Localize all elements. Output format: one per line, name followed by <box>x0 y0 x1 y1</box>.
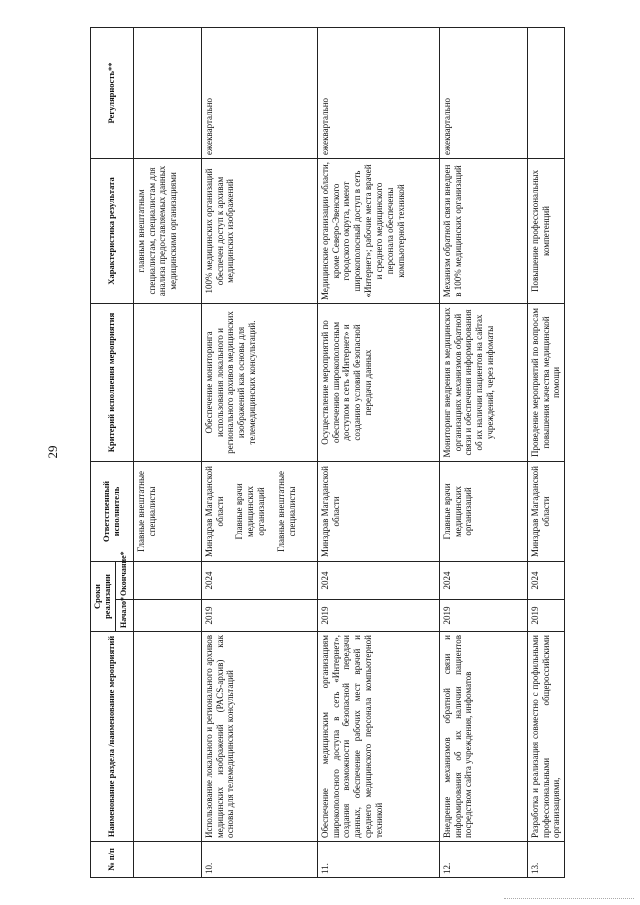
cell-name: Использование локального и регионального архивов медицинских изображений (PACS-архив) как основы для телемедицинских консультаций <box>201 632 317 842</box>
cell-regularity: ежеквартально <box>317 27 439 158</box>
cell-end: 2024 <box>317 561 439 599</box>
cell-num: 12. <box>439 842 527 878</box>
rotated-table-container <box>90 28 562 878</box>
cell-num: 11. <box>317 842 439 878</box>
cell-executor <box>317 461 439 561</box>
page-edge-line <box>504 898 634 900</box>
page-number: 29 <box>45 445 60 459</box>
cell-executor <box>201 461 317 561</box>
cell-end <box>133 561 201 599</box>
header-end: Окончание* <box>115 561 133 599</box>
executor-line: Главные внештатные специалисты <box>135 471 157 552</box>
executor-line: Минздрав Магаданской области <box>203 466 225 557</box>
executor-line: Минздрав Магаданской области <box>319 466 341 557</box>
table-row <box>439 27 527 877</box>
cell-num <box>133 842 201 878</box>
header-num: № п/п <box>91 842 134 878</box>
cell-regularity <box>133 27 201 158</box>
cell-criterion: Осуществление мероприятий по обеспечению широкополосным доступом в сеть «Интернет» и созданию условий безопасной передачи данных <box>317 303 439 461</box>
header-criterion: Критерий исполнения мероприятия <box>91 303 134 461</box>
cell-start: 2019 <box>527 600 565 632</box>
executor-line: Главные врачи медицинских организаций <box>234 483 267 540</box>
cell-regularity: ежеквартально <box>201 27 317 158</box>
cell-num: 13. <box>527 842 565 878</box>
cell-result: 100% медицинских организаций обеспечен доступ к архивам медицинских изображений <box>201 158 317 303</box>
program-table <box>90 27 565 878</box>
cell-criterion <box>133 303 201 461</box>
cell-start: 2019 <box>201 600 317 632</box>
executor-line: Минздрав Магаданской области <box>529 466 551 557</box>
cell-result: главным внештатным специалистам, специалистам для анализа предоставляемых данных медицинскими организациями <box>133 158 201 303</box>
executor-line: Главные внештатные специалисты <box>276 471 298 552</box>
cell-result: Медицинские организации области, кроме Северо-Эвенского городского округа, имеют широкополосный доступ в сеть «Интернет»; рабочие места врачей и среднего медицинского персонала обеспечены компьютерной техникой <box>317 158 439 303</box>
cell-start: 2019 <box>439 600 527 632</box>
cell-start: 2019 <box>317 600 439 632</box>
cell-criterion: Мониторинг внедрения в медицинских организациях механизмов обратной связи и обеспечения информирования об их наличии пациентов на сайтах учреждений, через инфоматы <box>439 303 527 461</box>
header-period: Сроки реализации <box>91 561 116 631</box>
cell-criterion: Обеспечение мониторинга использования локального и регионального архивов медицинских изображений как основы для телемедицинских консультаций. <box>201 303 317 461</box>
cell-executor <box>527 461 565 561</box>
table-row <box>527 27 565 877</box>
header-regularity: Регулярность** <box>91 27 134 158</box>
cell-name: Внедрение механизмов обратной связи и информирования об их наличии пациентов посредством сайта учреждения, инфоматов <box>439 632 527 842</box>
header-executor: Ответственный исполнитель <box>91 461 134 561</box>
header-start: Начало* <box>115 600 133 632</box>
header-result: Характеристика результата <box>91 158 134 303</box>
cell-regularity: ежеквартально <box>439 27 527 158</box>
cell-name: Разработка и реализация совместно с профильными профессиональными общероссийскими организациями, <box>527 632 565 842</box>
cell-executor <box>439 461 527 561</box>
cell-end: 2024 <box>201 561 317 599</box>
cell-regularity <box>527 27 565 158</box>
cell-num: 10. <box>201 842 317 878</box>
cell-name: Обеспечение медицинским организациям широкополосного доступа в сеть «Интернет», создания возможности безопасной передачи данных, обеспечение рабочих мест врачей и среднего медицинского персонала компьютерной техникой <box>317 632 439 842</box>
cell-end: 2024 <box>527 561 565 599</box>
cell-executor <box>133 461 201 561</box>
table-row <box>201 27 317 877</box>
executor-line: Главные врачи медицинских организаций <box>441 483 474 540</box>
table-row <box>133 27 201 877</box>
cell-result: Механизм обратной связи внедрен в 100% медицинских организаций <box>439 158 527 303</box>
cell-start <box>133 600 201 632</box>
cell-name <box>133 632 201 842</box>
cell-result: Повышение профессиональных компетенций <box>527 158 565 303</box>
cell-criterion: Проведение мероприятий по вопросам повышения качества медицинской помощи <box>527 303 565 461</box>
header-name: Наименование раздела /наименование мероприятий <box>91 632 134 842</box>
table-row <box>317 27 439 877</box>
cell-end: 2024 <box>439 561 527 599</box>
